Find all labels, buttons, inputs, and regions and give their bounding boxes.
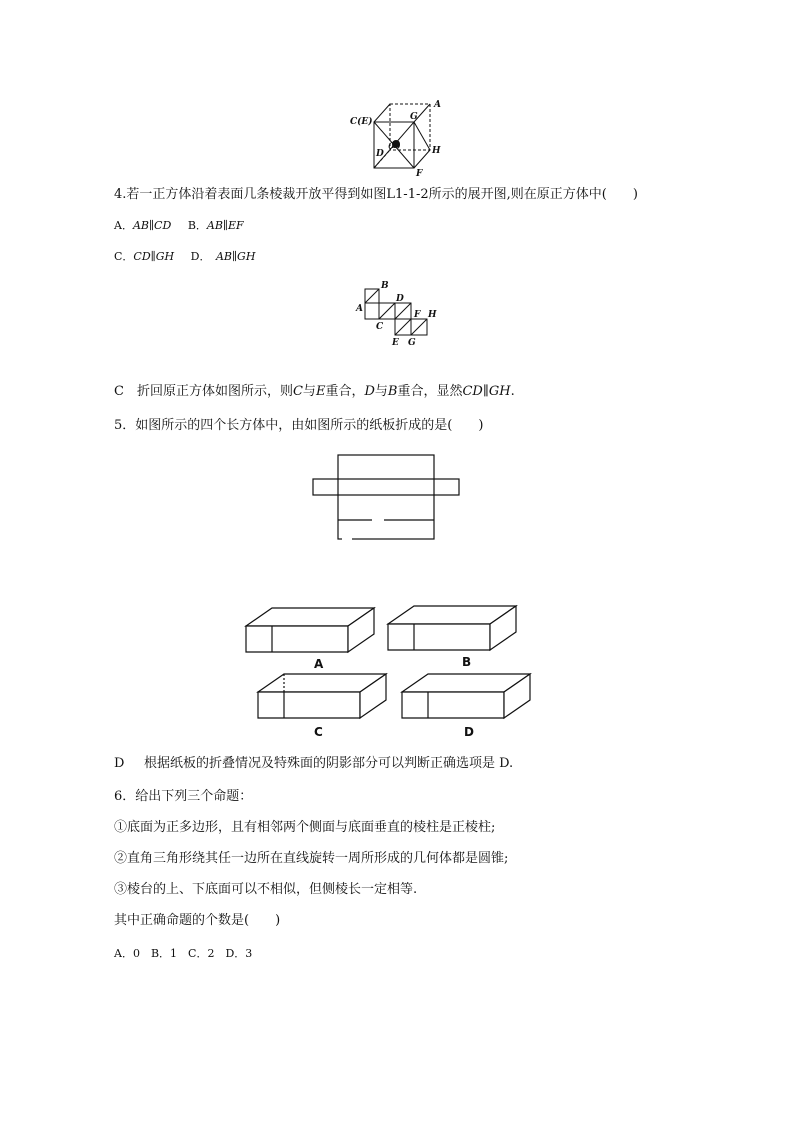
box-caption-c: C xyxy=(314,725,323,739)
net-label-g: G xyxy=(408,338,416,348)
q4-option-c-letter: C． xyxy=(114,250,134,263)
q4-answer-c: C xyxy=(292,384,303,399)
q6-question: 其中正确命题的个数是( ) xyxy=(114,913,281,928)
q4-answer-end: . xyxy=(510,384,515,399)
q5-answer xyxy=(114,755,513,773)
q4-option-d: AB∥GH xyxy=(215,250,256,263)
cube-label-d: D xyxy=(376,149,384,159)
net-label-f: F xyxy=(414,310,421,320)
q4-answer-text: 重合，显然 xyxy=(397,384,463,399)
box-c xyxy=(258,674,386,718)
q4-answer-letter: C xyxy=(114,384,124,399)
paper-net-figure xyxy=(312,454,472,544)
q6-options: A．0 B．1 C．2 D．3 xyxy=(114,947,253,960)
q4-option-d-letter: D． xyxy=(190,250,211,263)
q4-answer-text: 与 xyxy=(374,384,388,399)
q4-answer-text: 重合， xyxy=(325,384,365,399)
q4-answer-e: E xyxy=(315,384,326,399)
cube-label-g: G xyxy=(410,112,418,122)
cube-label-a: A xyxy=(434,100,441,110)
box-a xyxy=(246,608,374,652)
net-label-b: B xyxy=(381,281,389,291)
q5-answer-text: 根据纸板的折叠情况及特殊面的阴影部分可以判断正确选项是 D. xyxy=(143,756,514,771)
q6-proposition-3: ③棱台的上、下底面可以不相似，但侧棱长一定相等. xyxy=(114,882,418,897)
net-label-d: D xyxy=(396,294,404,304)
q5-stem: 5．如图所示的四个长方体中，由如图所示的纸板折成的是( ) xyxy=(114,418,484,433)
box-caption-d: D xyxy=(464,725,474,739)
cube-figure xyxy=(348,98,468,178)
q4-answer xyxy=(114,383,515,401)
cube-net-figure xyxy=(350,280,450,350)
q4-answer-b: B xyxy=(387,384,398,399)
boxes-figure xyxy=(244,604,544,744)
q4-options-cd xyxy=(114,248,255,266)
cube-label-ce: C(E) xyxy=(350,117,373,127)
q4-option-c: CD∥GH xyxy=(133,250,175,263)
box-caption-a: A xyxy=(314,657,324,671)
q4-option-b: AB∥EF xyxy=(206,219,244,232)
q6-proposition-1: ①底面为正多边形，且有相邻两个侧面与底面垂直的棱柱是正棱柱; xyxy=(114,820,496,835)
q4-option-a-letter: A． xyxy=(114,219,133,232)
q6-proposition-2: ②直角三角形绕其任一边所在直线旋转一周所形成的几何体都是圆锥; xyxy=(114,851,509,866)
cube-label-f: F xyxy=(416,169,423,179)
cube-label-h: H xyxy=(432,146,441,156)
net-label-h: H xyxy=(428,310,437,320)
q6-stem: 6．给出下列三个命题： xyxy=(114,789,253,804)
q4-answer-d: D xyxy=(364,384,375,399)
box-caption-b: B xyxy=(462,655,472,669)
q4-stem: 4.若一正方体沿着表面几条棱裁开放平得到如图L1-1-2所示的展开图,则在原正方体中( ) xyxy=(114,187,638,202)
cube-label-b: (B) xyxy=(388,141,401,150)
box-b xyxy=(388,606,516,650)
net-label-e: E xyxy=(392,338,399,348)
q4-options-ab xyxy=(114,217,244,235)
q4-option-a: AB∥CD xyxy=(132,219,172,232)
net-label-c: C xyxy=(376,322,384,332)
box-d xyxy=(402,674,530,718)
net-label-a: A xyxy=(356,304,363,314)
q4-option-b-letter: B． xyxy=(187,219,207,232)
q4-answer-text: 与 xyxy=(302,384,316,399)
q4-answer-text: 折回原正方体如图所示，则 xyxy=(136,384,293,399)
q4-answer-parallel: CD∥GH xyxy=(462,384,511,399)
q5-answer-letter: D xyxy=(114,756,125,771)
